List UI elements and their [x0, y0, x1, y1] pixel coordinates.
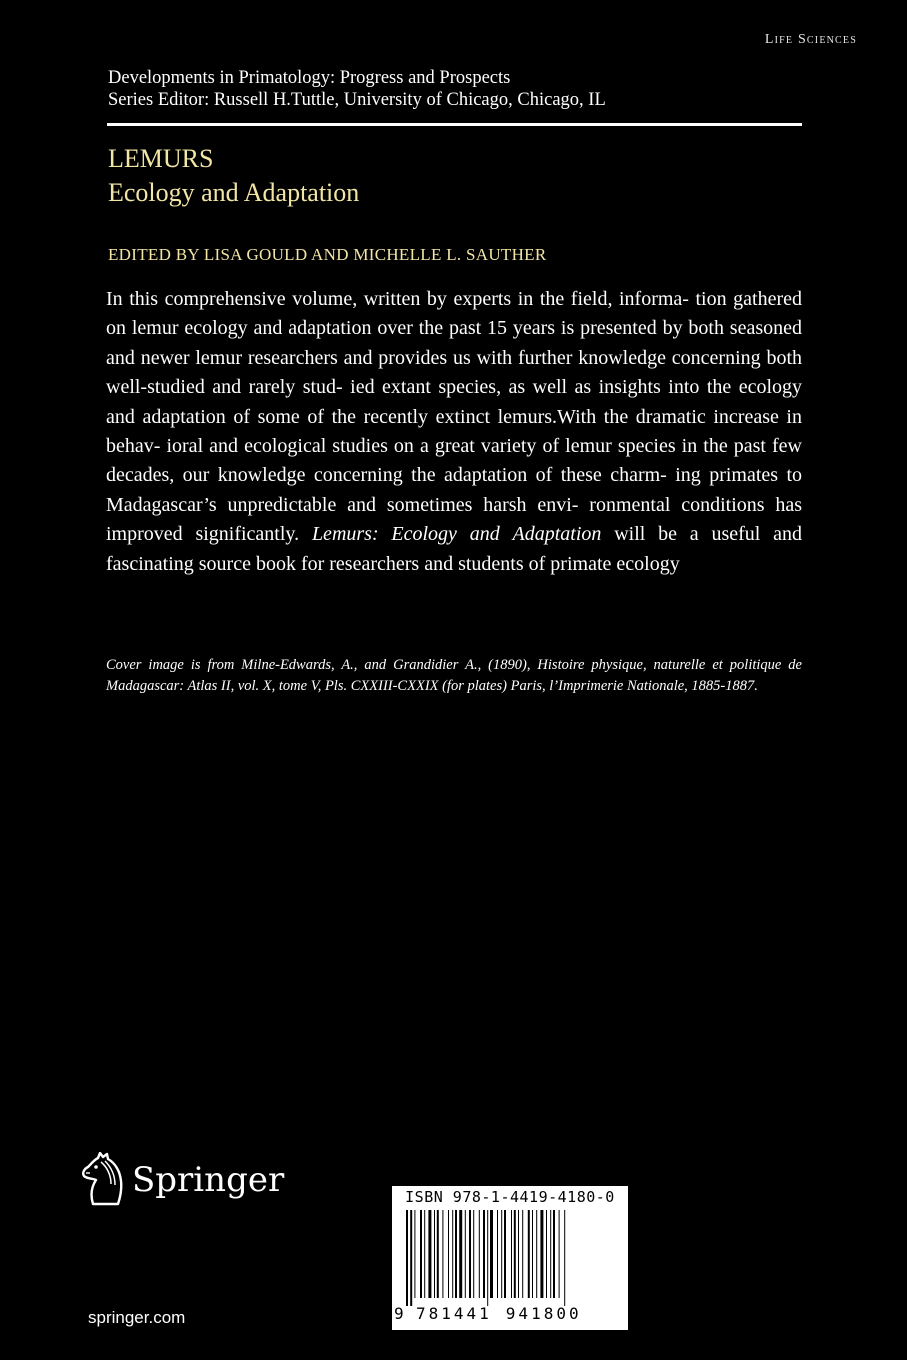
blurb-line: and students of primate ecology — [424, 552, 680, 575]
barcode-bar — [550, 1210, 551, 1298]
barcode-bar — [479, 1210, 480, 1298]
blurb-book-title-cont: Adaptation — [512, 523, 602, 546]
barcode-bar — [469, 1210, 471, 1298]
blurb-line: ronmental conditions has improved significantly. — [106, 493, 803, 546]
blurb-line: In this comprehensive volume, written by experts in the field, informa- — [106, 288, 689, 310]
blurb-line: some of the recently extinct lemurs.With the dramatic increase in behav- — [106, 405, 802, 458]
barcode-bar — [406, 1210, 408, 1306]
barcode-bar — [559, 1210, 560, 1298]
barcode-bar — [532, 1210, 533, 1298]
blurb-book-title: Lemurs: Ecology and — [311, 523, 500, 546]
isbn-barcode — [392, 1186, 628, 1330]
isbn-number: ISBN 978-1-4419-4180-0 — [405, 1188, 615, 1206]
ean-digits — [394, 1304, 626, 1323]
barcode-bar — [452, 1210, 453, 1298]
barcode-bar — [428, 1210, 431, 1298]
blurb-line: us with further knowledge concerning both well-studied and rarely stud- — [106, 346, 803, 399]
barcode-bar — [546, 1210, 547, 1298]
publisher-website: springer.com — [88, 1308, 186, 1327]
blurb-line: presented by both seasoned and newer lemur researchers and provides — [106, 317, 802, 369]
barcode-bar — [487, 1210, 488, 1306]
blurb-line: tion gathered on lemur ecology and adaptation over the past 15 years is — [106, 288, 802, 340]
book-editors: EDITED BY LISA GOULD AND MICHELLE L. SAUTHER — [108, 245, 547, 264]
barcode-bar — [504, 1210, 506, 1298]
book-description — [106, 285, 802, 579]
barcode-bar — [459, 1210, 462, 1298]
publisher-name: Springer — [132, 1160, 285, 1200]
credit-line: l’Imprimerie Nationale, 1885-1887. — [549, 678, 758, 694]
barcode-bar — [414, 1210, 415, 1298]
blurb-line: ing primates to Madagascar’s unpredictable and sometimes harsh envi- — [106, 464, 803, 516]
barcode-bar — [465, 1210, 466, 1298]
barcode-bar — [564, 1210, 565, 1306]
horse-head-icon — [80, 1152, 126, 1208]
barcode-bar — [455, 1210, 457, 1298]
barcode-bar — [522, 1210, 523, 1298]
barcode-bar — [518, 1210, 519, 1298]
barcode-bar — [511, 1210, 512, 1298]
barcode-bar — [540, 1210, 543, 1298]
blurb-line: ied extant species, as well as insights into the ecology and adaptation of — [106, 376, 803, 428]
series-editor: Series Editor: Russell H.Tuttle, University of Chicago, Chicago, IL — [108, 90, 606, 110]
blurb-line: will be a useful and fascinating source book for researchers — [106, 523, 803, 575]
barcode-bar — [553, 1210, 555, 1298]
book-title: LEMURS — [108, 144, 214, 173]
barcode-bar — [483, 1210, 485, 1298]
barcode-bar — [437, 1210, 439, 1298]
series-name: Developments in Primatology: Progress and Prospects — [108, 68, 511, 88]
credit-line: et politique de Madagascar: Atlas II, vol. X, tome V, Pls. CXXIII-CXXIX (for plates) Paris, — [106, 657, 802, 694]
barcode-bar — [514, 1210, 516, 1298]
barcode-bar — [528, 1210, 530, 1298]
barcode-bar — [410, 1210, 412, 1306]
category-label: Life Sciences — [764, 32, 857, 47]
blurb-line: few decades, our knowledge concerning the adaptation of these charm- — [106, 435, 802, 487]
barcode-bar — [497, 1210, 498, 1298]
barcode-bar — [448, 1210, 449, 1298]
barcode-bar — [424, 1210, 425, 1298]
barcode-bar — [501, 1210, 502, 1298]
book-title-block — [108, 142, 359, 210]
barcode-bar — [473, 1210, 474, 1298]
blurb-line: ioral and ecological studies on a great variety of lemur species in the past — [166, 435, 766, 458]
header-divider — [107, 123, 802, 126]
publisher-logo — [80, 1152, 284, 1208]
barcode-bars — [402, 1210, 618, 1306]
barcode-bar — [490, 1210, 493, 1298]
barcode-bar — [536, 1210, 537, 1298]
barcode-bar — [442, 1210, 443, 1298]
cover-image-credit — [106, 655, 802, 697]
ean-lead-digit: 9 — [394, 1304, 404, 1323]
credit-line: Cover image is from Milne-Edwards, A., and Grandidier A., (1890), Histoire physique, naturelle — [106, 657, 706, 673]
series-info — [108, 67, 606, 111]
barcode-bar — [420, 1210, 422, 1298]
ean-left-group: 781441 — [416, 1304, 492, 1323]
barcode-bar — [434, 1210, 435, 1298]
ean-right-group: 941800 — [505, 1304, 582, 1323]
book-subtitle: Ecology and Adaptation — [108, 178, 360, 207]
